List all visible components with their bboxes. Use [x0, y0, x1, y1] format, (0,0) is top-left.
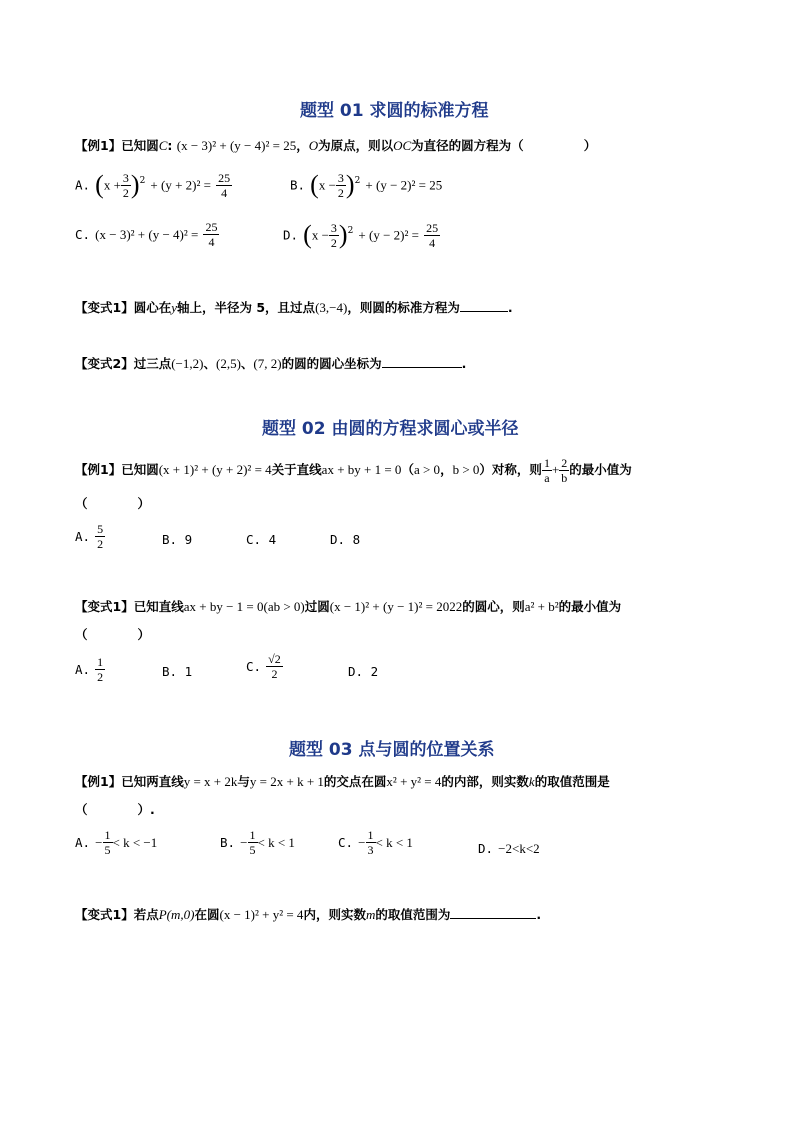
option-b[interactable]: B. 9 [162, 532, 193, 547]
option-b[interactable]: B. 1 [162, 664, 193, 679]
variant-4-question: 【变式1】若点P(m,0)在圆(x − 1)² + y² = 4内，则实数m的取值范围为 . [75, 907, 542, 922]
example-3-question: 【例1】已知两直线y = x + 2k与y = 2x + k + 1的交点在圆x² + y² = 4的内部，则实数k的取值范围是 [75, 774, 610, 789]
option-d[interactable]: D. 2 [348, 664, 379, 679]
option-b[interactable]: B. − $\frac{1}{5}$ < k < 1 [220, 828, 295, 857]
option-b[interactable]: B. (x − $\frac{3}{2}$ )$^2$ + (y − 2)² = 25 [290, 170, 443, 200]
answer-blank[interactable] [450, 918, 536, 919]
example-3-paren: （ ）. [75, 802, 155, 817]
example-1-question: 【例1】已知圆C: (x − 3)² + (y − 4)² = 25，O为原点，则以OC为直径的圆方程为（ ） [75, 138, 597, 153]
option-d[interactable]: D. (x − $\frac{3}{2}$ )$^2$ + (y − 2)² = $\frac{25}{4}$ [283, 220, 439, 250]
option-c[interactable]: C. (x − 3)² + (y − 4)² = $\frac{25}{4}$ [75, 220, 218, 249]
option-a[interactable]: A. − $\frac{1}{5}$ < k < −1 [75, 828, 158, 857]
option-a[interactable]: A. (x + $\frac{3}{2}$ )$^2$ + (y + 2)² = $\frac{25}{4}$ [75, 170, 231, 200]
answer-blank[interactable] [382, 367, 462, 368]
variant-1-question: 【变式1】圆心在y轴上，半径为 5，且过点(3,−4)，则圆的标准方程为 . [75, 300, 513, 315]
option-a[interactable]: A. $\frac{1}{2}$ [75, 655, 104, 684]
example-2-paren: （ ） [75, 496, 151, 511]
option-d[interactable]: D. 8 [330, 532, 361, 547]
section-title-01: 题型 01 求圆的标准方程 [300, 101, 489, 121]
option-c[interactable]: C. − $\frac{1}{3}$ < k < 1 [338, 828, 413, 857]
example-2-question: 【例1】已知圆(x + 1)² + (y + 2)² = 4关于直线ax + by + 1 = 0（a > 0，b > 0）对称，则 $\frac{1}{a}$ + $\frac{2}{b}$ 的最小值为 [75, 456, 632, 485]
answer-blank[interactable] [460, 311, 508, 312]
variant-2-question: 【变式2】过三点(−1,2)、(2,5)、(7, 2)的圆的圆心坐标为 . [75, 356, 467, 371]
section-title-02: 题型 02 由圆的方程求圆心或半径 [262, 419, 519, 439]
option-c[interactable]: C. $\frac{√2}{2}$ [246, 652, 281, 681]
option-d[interactable]: D. −2<k<2 [478, 841, 540, 856]
option-c[interactable]: C. 4 [246, 532, 277, 547]
variant-3-question: 【变式1】已知直线ax + by − 1 = 0(ab > 0)过圆(x − 1)² + (y − 1)² = 2022的圆心，则a² + b²的最小值为 [75, 599, 622, 614]
section-title-03: 题型 03 点与圆的位置关系 [289, 740, 495, 760]
variant-3-paren: （ ） [75, 627, 151, 642]
option-a[interactable]: A. $\frac{5}{2}$ [75, 522, 104, 551]
